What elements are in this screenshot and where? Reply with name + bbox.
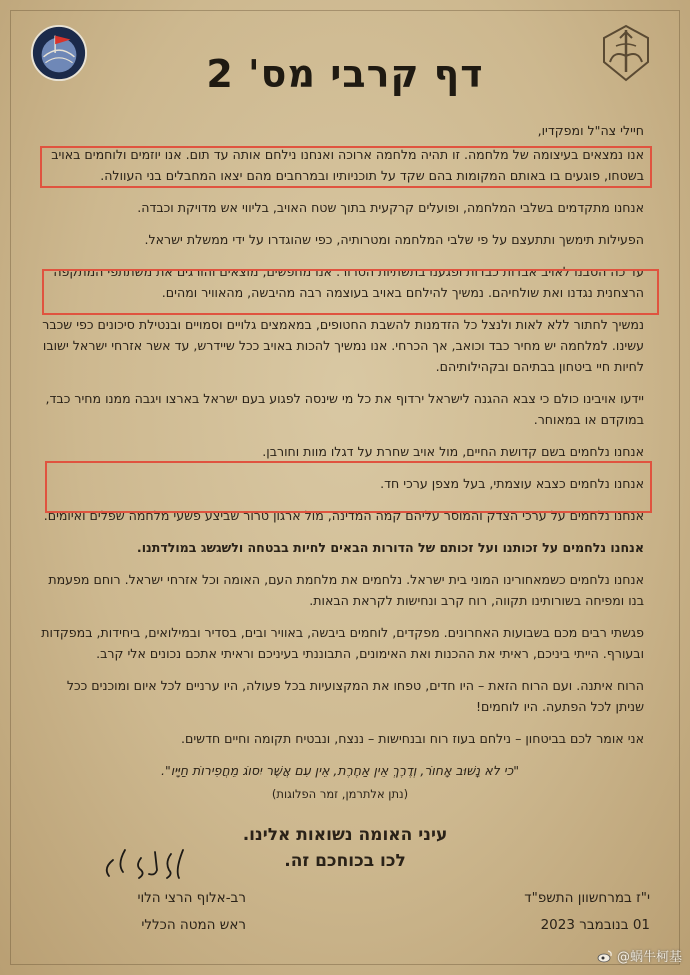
paragraph-11: אנחנו נלחמים כשמאחורינו המוני בית ישראל. נלחמים את מלחמת העם, האומה וכל אזרחי ישראל. רוחם מפעמת בנו ומפיחה בשורותינו תקווה, רוח קרב ונחישות לקראת הבאות.: [48, 572, 644, 608]
poem-source: (נתן אלתרמן, זמר הפלוגות): [271, 787, 409, 801]
weibo-icon: [597, 949, 613, 963]
hebrew-date: י"ז במרחשוון התשפ"ד: [524, 890, 650, 906]
page-title: דף קרבי מס' 2: [206, 52, 484, 96]
watermark-text: @蜗牛柯基: [616, 950, 682, 965]
highlight-box-3: [45, 461, 652, 513]
paragraph-7: אנחנו נלחמים בשם קדושת החיים, מול אויב שחרת על דגלו מוות וחורבן.: [262, 444, 644, 459]
handwritten-signature: [95, 840, 190, 885]
signer-role: ראש המטה הכללי: [141, 917, 246, 933]
paragraph-9: אנחנו נלחמים על ערכי הצדק והמוסר עליהם קמה המדינה, מול ארגון טרור שביצע פשעי מלחמה שפלים ואיומים.: [43, 508, 644, 523]
watermark: [597, 946, 682, 965]
highlight-box-1: [40, 146, 652, 188]
gregorian-date: 01 בנובמבר 2023: [540, 917, 650, 933]
signer-name: רב-אלוף הרצי הלוי: [137, 890, 246, 906]
highlight-box-2: [42, 269, 659, 315]
paragraph-14: אני אומר לכם בביטחון – נילחם בעוז רוח ובנחישות – ננצח, ונבטיח תקומה וחיים חדשים.: [180, 731, 644, 746]
paragraph-13: הרוח איתנה. ועם הרוח הזאת – היו חדים, טפחו את המקצועיות בכל פעולה, היו ערניים לכל איום ומוכנים ככל שניתן לכל הפתעה. היו לוחמים!: [66, 678, 644, 714]
closing-line-1: עיני האומה נשואות אלינו.: [242, 825, 448, 845]
closing-line-2: לכו בכוחכם זה.: [284, 851, 406, 871]
paragraph-12: פגשתי רבים מכם בשבועות האחרונים. מפקדים, לוחמים ביבשה, באוויר ובים, בסדיר ובמילואים, ביחידות, במפקדות ובעורף. הייתי ביניכם, ראיתי את ההכנות ואת האימונים, התבוננתי בעיניכם וראיתי אתכם נכונים אלי קרב.: [41, 625, 644, 661]
paragraph-5: נמשיך לחתור ללא לאות ולנצל כל הזדמנות להשבת החטופים, במאמצים גלויים וסמויים ובנטילת סיכונים כפי שכבר עשינו. למלחמה יש מחיר כבד וכואב, אך הכרחי. אנו נמשיך להכות באויב ככל שיידרש, עד אשר אזרחי ישראל ישובו לחיות חיי ביטחון בבתיהם ובקהילותיהם.: [42, 317, 644, 374]
paragraph-2: אנחנו מתקדמים בשלבי המלחמה, ופועלים קרקעית בתוך שטח האויב, בליווי אש מדויקת וכבדה.: [137, 200, 644, 215]
paragraph-6: יידעו אויבינו כולם כי צבא ההגנה לישראל ירדוף את כל מי שינסה לפגוע בעם ישראל בארצו ויגבה ממנו מחיר כבד, במוקדם או במאוחר.: [45, 391, 644, 427]
paragraph-10: אנחנו נלחמים על זכותנו ועל זכותם של הדורות הבאים לחיות בבטחה ולשגשג במולדתנו.: [136, 540, 644, 555]
greeting: חיילי צה"ל ומפקדיו,: [537, 123, 644, 138]
paragraph-4: עד כה הסבנו לאויב אבדות כבדות ופגענו בתשתיות הטרור. אנו מחפשים, מוצאים והורגים את משתתפי המתקפה הרצחנית נגדנו ואת שולחיהם. נמשיך להילחם באויב בעוצמה רבה מהיבשה, מהאוויר ומהים.: [53, 264, 644, 300]
paragraph-1: אנו נמצאים בעיצומה של מלחמה. זו תהיה מלחמה ארוכה ואנחנו נילחם אותה עד תום. אנו יוזמים ולוחמים באויב בשטחו, פוגעים בו באותם המקומות בהם שקד על תוכניותיו ובמרחבים מהם יצאו המחבלים בני העוולה.: [51, 147, 644, 183]
date-block: [420, 885, 650, 939]
paragraph-8: אנחנו נלחמים כצבא עוצמתי, בעל מצפן ערכי חד.: [380, 476, 644, 491]
paragraph-3: הפעילות תימשך ותתעצם על פי שלבי המלחמה ומטרותיה, כפי שהוגדרו על ידי ממשלת ישראל.: [144, 232, 644, 247]
signature-block: [56, 885, 246, 939]
poem-quote: "כי לא נָשׁוּב אָחוֹר, וְדֶרֶךְ אֵין אַחֶרֶת, אֵין עִם אֲשֶׁר יִסוֹג מֵחֲפִירוֹת חַיָּיו".: [160, 763, 520, 778]
